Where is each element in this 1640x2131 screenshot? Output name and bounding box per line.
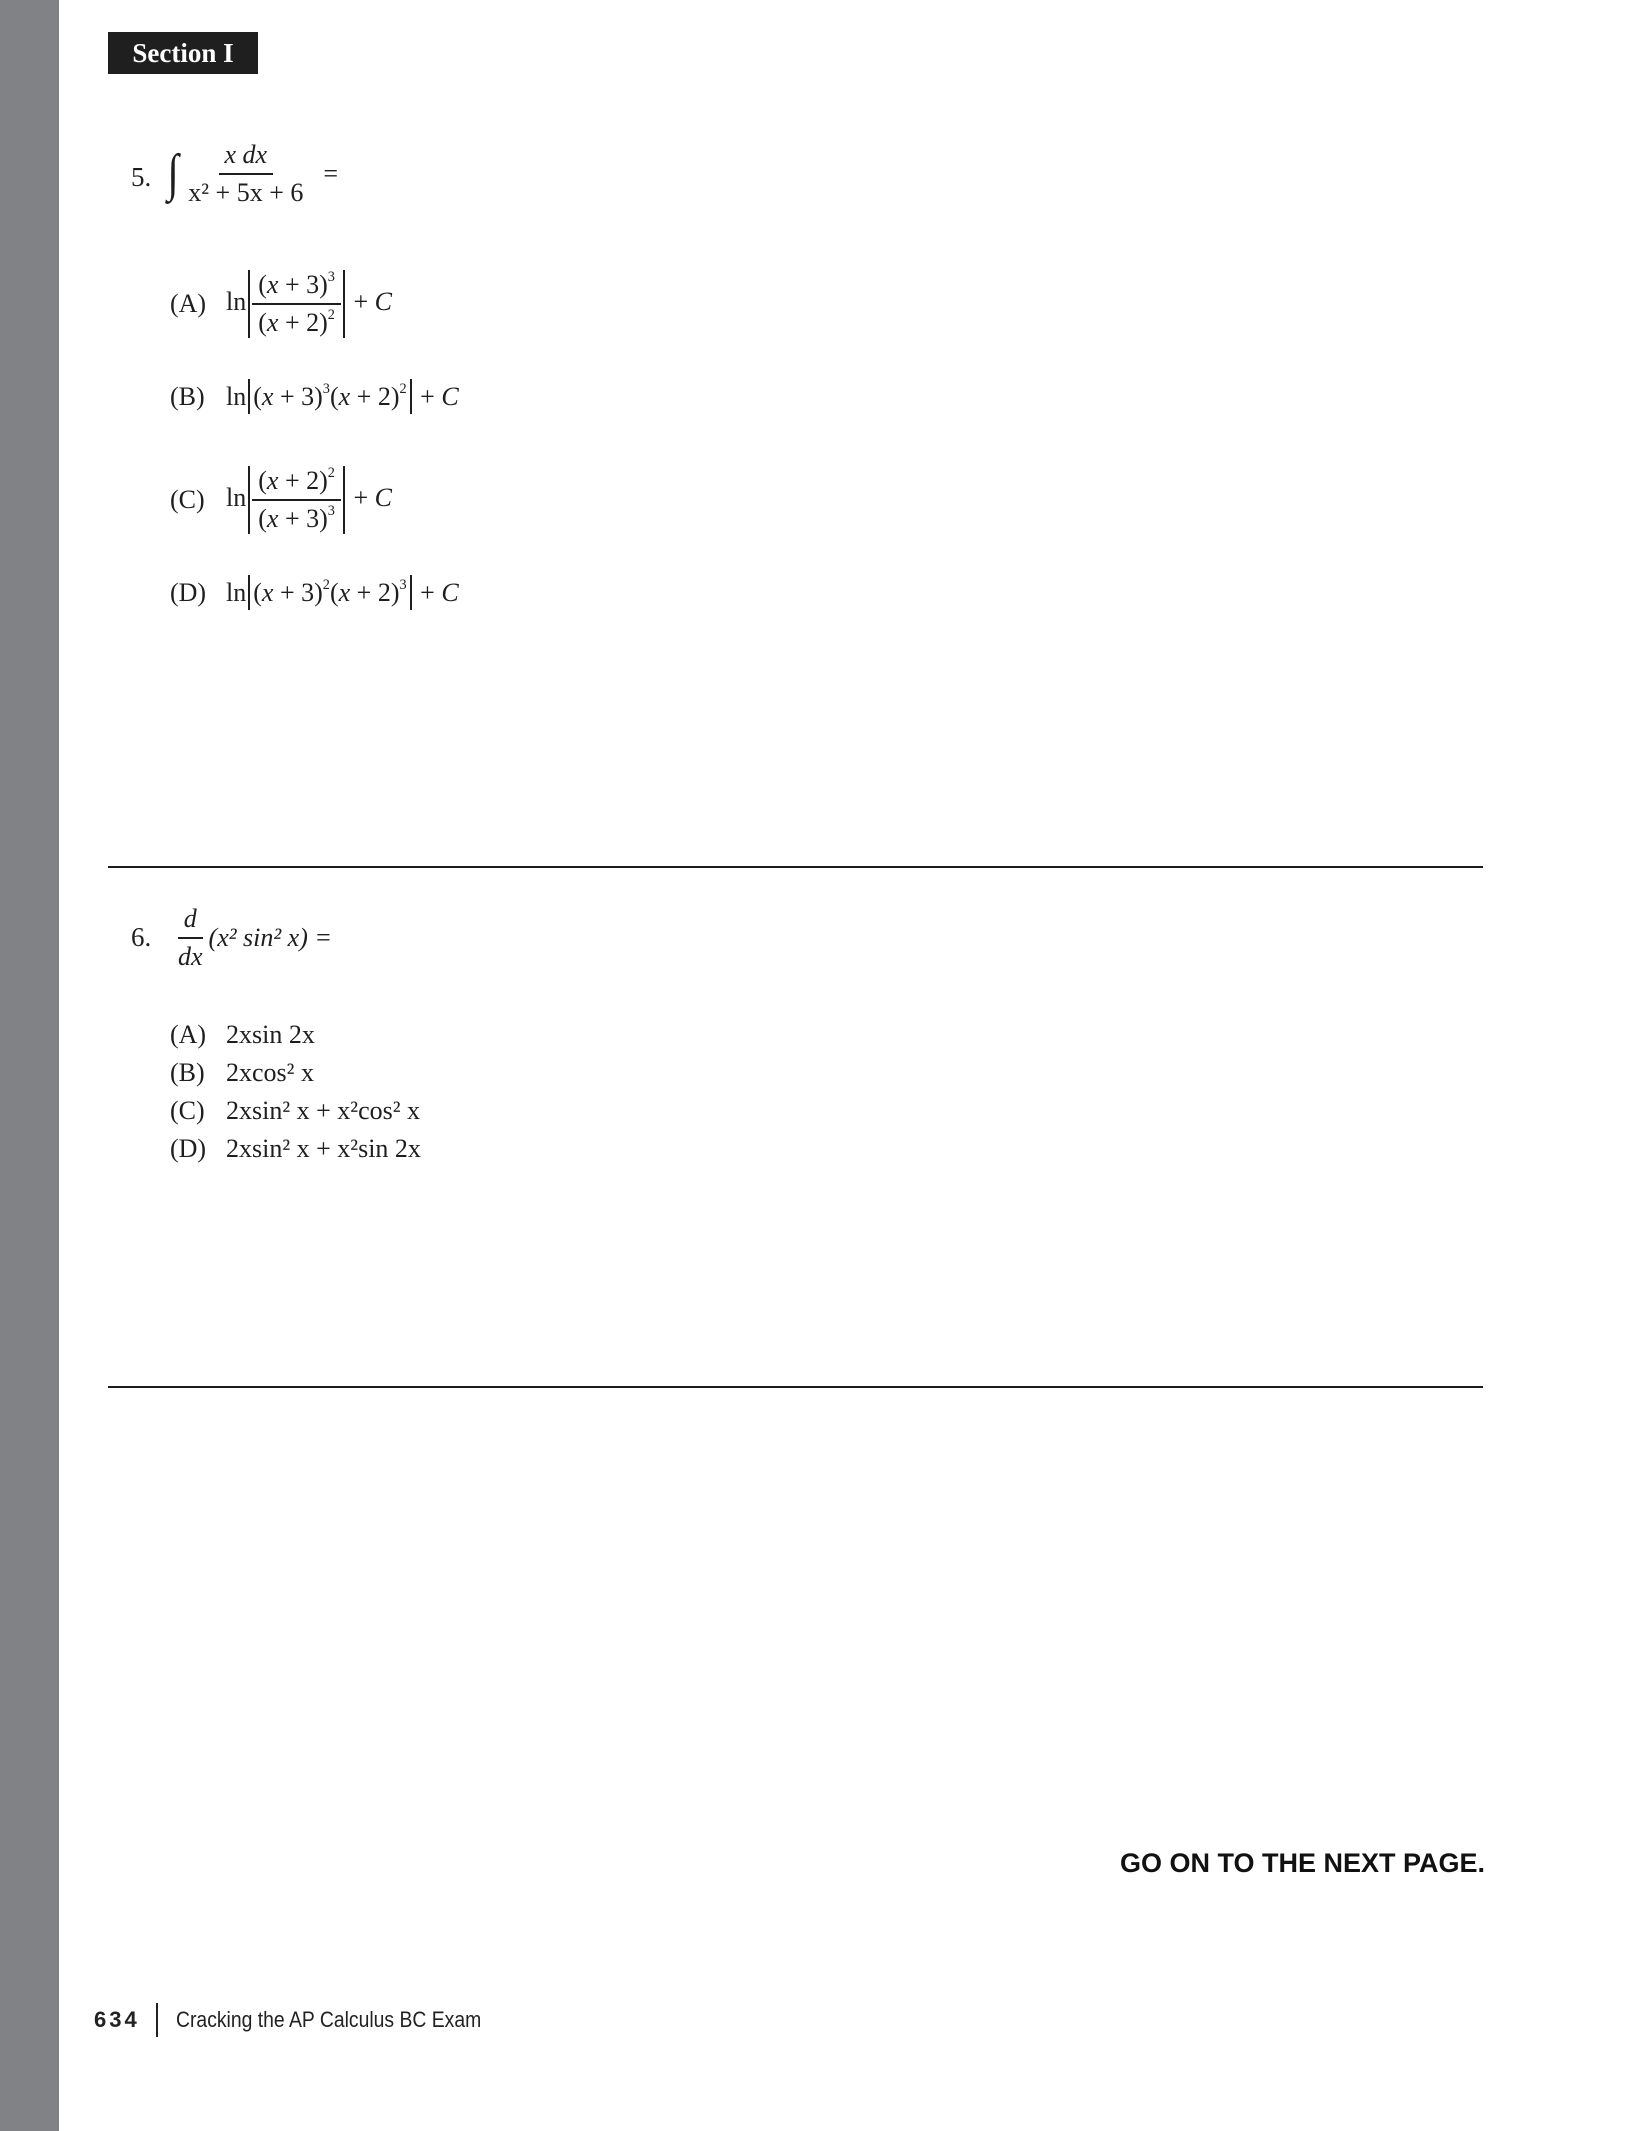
- derivative-operator: [172, 904, 209, 972]
- fraction-numerator: x dx: [219, 140, 274, 175]
- fraction-denominator: x² + 5x + 6: [188, 177, 304, 207]
- question-6-choice-b[interactable]: [170, 1058, 314, 1088]
- question-5-choice-c[interactable]: [170, 466, 392, 534]
- choice-text: 2xsin 2x: [226, 1020, 315, 1049]
- integral-sign: ∫: [167, 144, 179, 202]
- footer-separator: [156, 2003, 158, 2037]
- derivative-denominator: dx: [178, 941, 203, 971]
- page-margin-bar: [0, 0, 59, 2131]
- choice-formula: $\ln (x + 3)^3(x + 2)^2 + C$: [226, 382, 459, 412]
- question-6-number: 6.: [131, 922, 152, 952]
- question-5-choice-b[interactable]: [170, 382, 459, 412]
- equals-sign: =: [323, 158, 339, 188]
- choice-letter: (D): [170, 1134, 207, 1163]
- page-footer: [94, 2003, 523, 2037]
- page-number: 634: [94, 2007, 140, 2032]
- book-title: Cracking the AP Calculus BC Exam: [175, 2007, 481, 2032]
- choice-letter: (B): [170, 1058, 205, 1087]
- choice-text: 2xcos² x: [226, 1058, 314, 1087]
- choice-text: 2xsin² x + x²cos² x: [226, 1096, 421, 1125]
- question-6-choice-a[interactable]: [170, 1020, 315, 1050]
- choice-formula: ln $\frac{(x + 3)^3}{(x + 2)^2}$ + C: [226, 268, 392, 337]
- question-5-choice-a[interactable]: [170, 270, 392, 338]
- question-6-choice-c[interactable]: [170, 1096, 420, 1126]
- choice-letter: (A): [170, 288, 207, 318]
- choice-letter: (C): [170, 1096, 205, 1125]
- question-5-fraction: [182, 140, 309, 208]
- question-5-choice-d[interactable]: [170, 578, 459, 608]
- derivative-expression: (x² sin² x) =: [208, 922, 332, 952]
- choice-letter: (C): [170, 484, 205, 514]
- question-6-choice-d[interactable]: [170, 1134, 421, 1164]
- question-divider: [108, 866, 1483, 868]
- question-divider: [108, 1386, 1483, 1388]
- go-on-next-page: GO ON TO THE NEXT PAGE.: [1119, 1848, 1485, 1878]
- question-5-stem: [166, 140, 338, 208]
- choice-formula: ln $\frac{(x + 2)^2}{(x + 3)^3}$ + C: [226, 464, 392, 533]
- choice-letter: (A): [170, 1020, 207, 1049]
- choice-text: 2xsin² x + x²sin 2x: [226, 1134, 421, 1163]
- question-5-number: 5.: [131, 162, 152, 192]
- choice-letter: (D): [170, 578, 207, 607]
- question-6-stem: [172, 904, 332, 972]
- section-label: Section I: [108, 32, 258, 74]
- derivative-numerator: d: [178, 904, 203, 939]
- choice-formula: $\ln (x + 3)^2(x + 2)^3 + C$: [226, 578, 459, 608]
- choice-letter: (B): [170, 382, 205, 411]
